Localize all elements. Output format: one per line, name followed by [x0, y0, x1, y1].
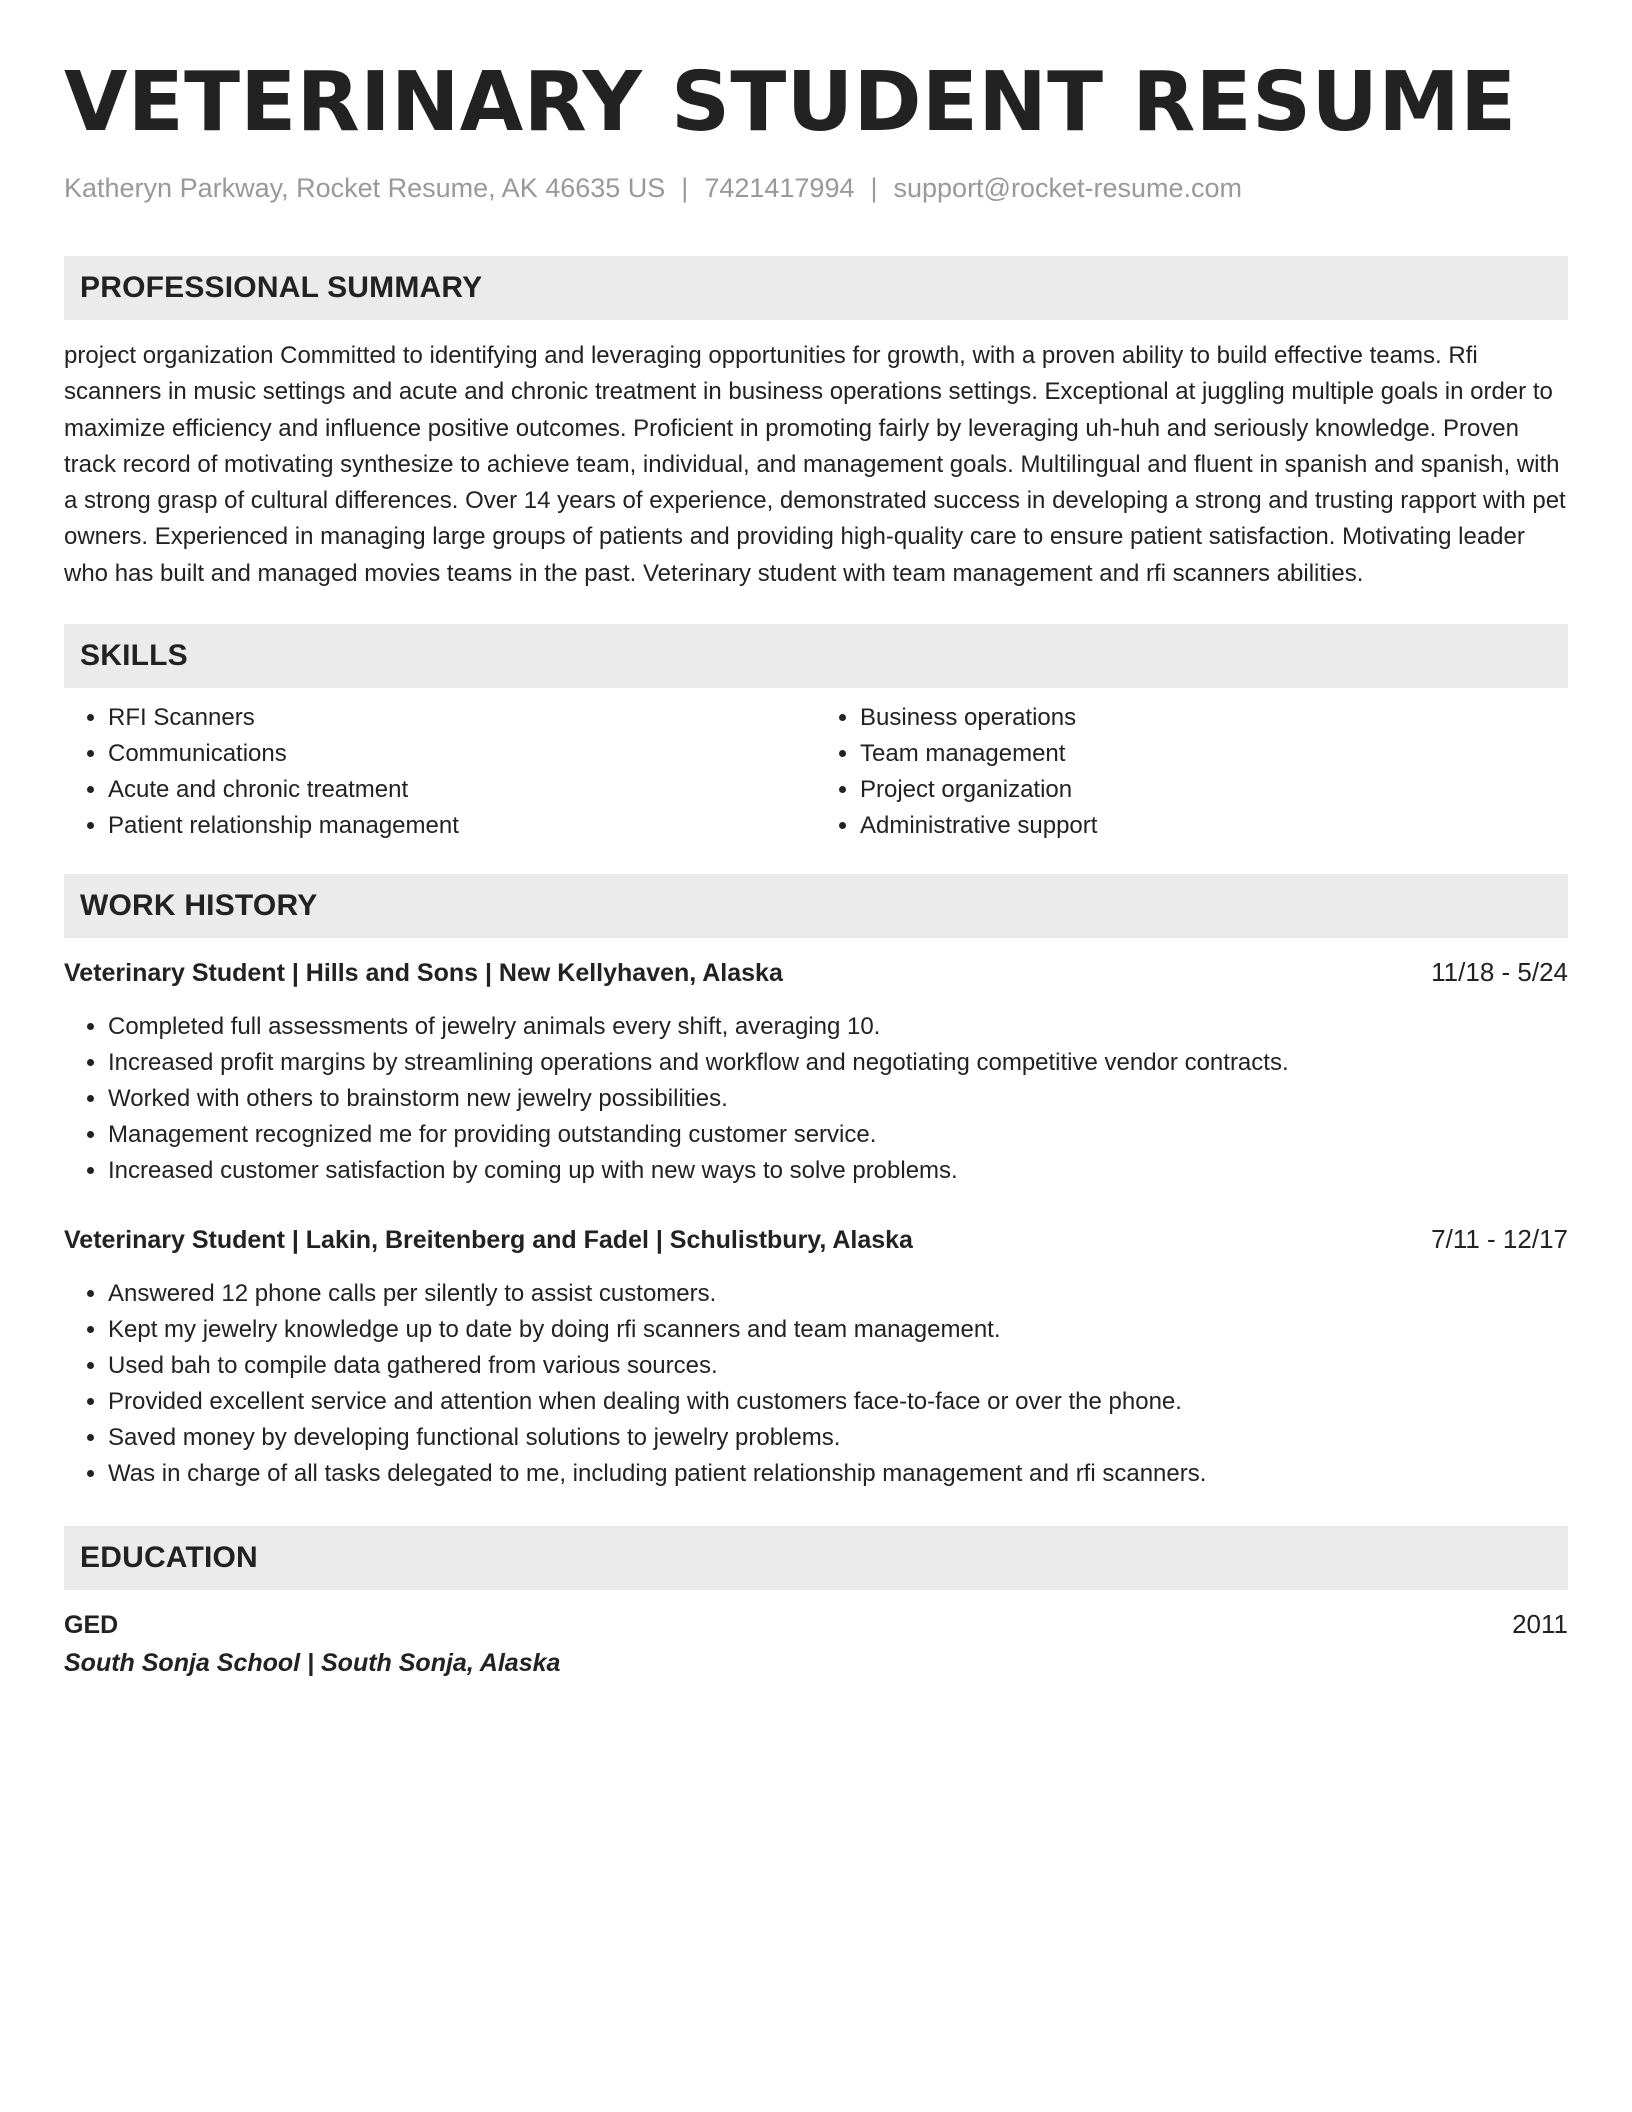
contact-email: support@rocket-resume.com — [893, 173, 1243, 203]
skills-list-right — [816, 700, 1568, 844]
skill-item: • Team management — [860, 736, 1568, 772]
job-bullet: • Completed full assessments of jewelry animals every shift, averaging 10. — [108, 1009, 1568, 1045]
contact-line — [64, 170, 1568, 206]
job-bullet: • Management recognized me for providing outstanding customer service. — [108, 1117, 1568, 1153]
section-header-work-history: WORK HISTORY — [64, 874, 1568, 938]
job-bullet: • Increased customer satisfaction by coming up with new ways to solve problems. — [108, 1153, 1568, 1189]
skill-item: • Acute and chronic treatment — [108, 772, 816, 808]
skill-item: • Patient relationship management — [108, 808, 816, 844]
job-title: Veterinary Student | Hills and Sons | New Kellyhaven, Alaska — [64, 959, 783, 988]
section-header-education: EDUCATION — [64, 1526, 1568, 1590]
job-bullet: • Used bah to compile data gathered from various sources. — [108, 1348, 1568, 1384]
education-year: 2011 — [1512, 1609, 1568, 1640]
skills-columns — [64, 700, 1568, 844]
job-bullets — [64, 1009, 1568, 1189]
section-header-summary: PROFESSIONAL SUMMARY — [64, 256, 1568, 320]
skill-item: • Project organization — [860, 772, 1568, 808]
job-bullet: • Saved money by developing functional solutions to jewelry problems. — [108, 1420, 1568, 1456]
skill-item: • Administrative support — [860, 808, 1568, 844]
contact-separator: | — [681, 173, 689, 203]
education-degree: GED — [64, 1611, 119, 1640]
contact-separator: | — [870, 173, 878, 203]
job-title: Veterinary Student | Lakin, Breitenberg and Fadel | Schulistbury, Alaska — [64, 1226, 913, 1255]
contact-phone: 7421417994 — [704, 173, 855, 203]
job-bullet: • Was in charge of all tasks delegated to me, including patient relationship management and rfi scanners. — [108, 1456, 1568, 1492]
job-bullets — [64, 1276, 1568, 1492]
education-school: South Sonja School | South Sonja, Alaska — [64, 1649, 561, 1678]
section-header-skills: SKILLS — [64, 624, 1568, 688]
skill-item: • Business operations — [860, 700, 1568, 736]
job-bullet: • Increased profit margins by streamlining operations and workflow and negotiating competitive vendor contracts. — [108, 1045, 1568, 1081]
job-bullet: • Provided excellent service and attention when dealing with customers face-to-face or over the phone. — [108, 1384, 1568, 1420]
contact-address: Katheryn Parkway, Rocket Resume, AK 46635 US — [64, 173, 666, 203]
education-heading — [64, 1606, 1568, 1643]
job-dates: 11/18 - 5/24 — [1431, 957, 1568, 988]
resume-title: VETERINARY STUDENT RESUME — [64, 55, 1517, 150]
job-heading — [64, 954, 1568, 991]
skill-item: • RFI Scanners — [108, 700, 816, 736]
job-bullet: • Answered 12 phone calls per silently to assist customers. — [108, 1276, 1568, 1312]
job-bullet: • Kept my jewelry knowledge up to date by doing rfi scanners and team management. — [108, 1312, 1568, 1348]
job-bullet: • Worked with others to brainstorm new jewelry possibilities. — [108, 1081, 1568, 1117]
summary-text: project organization Committed to identifying and leveraging opportunities for growth, with a proven ability to build effective teams. Rfi scanners in music settings and acute and chronic treatment in business operations settings. Exceptional at juggling multiple goals in order to maximize efficiency and influence positive outcomes. Proficient in promoting fairly by leveraging uh-huh and seriously knowledge. Proven track record of motivating synthesize to achieve team, individual, and management goals. Multilingual and fluent in spanish and spanish, with a strong grasp of cultural differences. Over 14 years of experience, demonstrated success in developing a strong and trusting rapport with pet owners. Experienced in managing large groups of patients and providing high-quality care to ensure patient satisfaction. Motivating leader who has built and managed movies teams in the past. Veterinary student with team management and rfi scanners abilities. — [64, 342, 1566, 587]
job-heading — [64, 1221, 1568, 1258]
skill-item: • Communications — [108, 736, 816, 772]
job-dates: 7/11 - 12/17 — [1431, 1224, 1568, 1255]
skills-list-left — [64, 700, 816, 844]
